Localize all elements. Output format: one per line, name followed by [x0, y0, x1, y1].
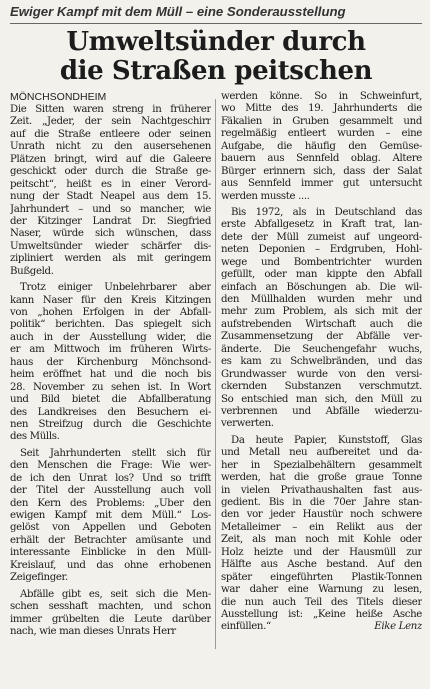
text-line: war daher eine Warnung zu lesen,	[221, 584, 422, 596]
text-line: des Landkreises den Besuchern ei-	[10, 406, 211, 418]
text-line: geschickt oder durch die Straße ge-	[10, 166, 211, 178]
text-line: schen sesshaft machten, und schon	[10, 601, 211, 613]
text-line: Die Sitten waren streng in früherer	[10, 104, 211, 115]
text-line: Abfälle gibt es, seit sich die Men-	[20, 588, 211, 600]
text-line: später eingeführten Plastik-Tonnen	[221, 571, 422, 583]
text-line: änderte. Die Seuchengefahr wuchs,	[221, 343, 422, 355]
text-line: aufstrebenden Wirtschaft auch die	[221, 318, 422, 330]
text-line: Unrath nicht zu den ausersehenen	[10, 141, 211, 153]
text-line: des Mülls.	[10, 431, 60, 443]
text-line: gelöst von Appellen und Geboten	[10, 522, 211, 534]
kicker-rule	[10, 23, 422, 24]
text-line: mehr zum Problem, als sich mit der	[221, 306, 422, 318]
text-line: de ich den Unrat los? Und so trifft	[10, 472, 211, 484]
text-line: Zeigefinger.	[10, 572, 68, 584]
text-line: wo Mitte des 19. Jahrhunderts die	[221, 103, 422, 115]
text-line: aus Sennfeld immer gut untersucht	[221, 178, 422, 190]
article-body	[10, 91, 422, 651]
text-line: haus der Kirchenburg Mönchsond-	[10, 356, 211, 368]
text-line: auch in der Ausstellung wider, die	[10, 331, 211, 343]
text-line: es kam zu Schwelbränden, und das	[221, 356, 422, 368]
text-line: gefüllt, oder man kippte den Abfall	[221, 269, 422, 281]
text-line: dete der Müll zumeist auf ungeord-	[221, 231, 422, 243]
text-line: 28. November zu sehen ist. In Wort	[10, 381, 211, 393]
text-line: die nun auch Teil des Titels dieser	[221, 596, 422, 608]
text-line: Umweltsünder wieder schärfer dis-	[10, 240, 211, 252]
text-line: Metalleimer – ein Relikt aus der	[221, 521, 422, 533]
text-line: bauern aus Sennfeld oblag. Ältere	[221, 153, 422, 165]
text-line: Zusammensetzung der Abfälle ver-	[221, 331, 422, 343]
text-line: Aufgabe, die häufig den Gemüse-	[221, 140, 422, 152]
text-line: nen Streifzug durch die Geschichte	[10, 418, 211, 430]
text-line: Naser, würde sich wünschen, dass	[10, 228, 211, 240]
text-line: wege und Bombentrichter wurden	[221, 256, 422, 268]
text-line: den Müllhalden wurden mehr und	[221, 294, 422, 305]
right-column-lines	[221, 91, 422, 634]
text-line: erste Abfallgesetz in Kraft trat, lan-	[221, 219, 422, 231]
text-line: Jahrhundert – und so mancher, wie	[10, 203, 211, 215]
text-line: den vor jeder Haustür noch schwere	[221, 509, 422, 521]
headline-line-1: Umweltsünder durch	[66, 27, 366, 57]
left-column-lines	[10, 104, 211, 638]
text-line: Holz heizte und der Hausmüll zur	[221, 546, 422, 558]
text-line: Seit Jahrhunderten stellt sich für	[20, 447, 211, 459]
text-line: Fäkalien in Gruben gesammelt und	[221, 115, 422, 127]
text-line: nach, wie man dieses Unrats Herr	[10, 625, 176, 637]
dateline: MÖNCHSONDHEIM	[10, 91, 107, 103]
text-line: immer grübelten die Leute darüber	[10, 613, 211, 625]
text-line: Plätzen bringt, wird auf die Galeere	[10, 153, 211, 165]
left-column	[10, 91, 211, 638]
text-line	[221, 621, 422, 633]
headline	[10, 28, 422, 86]
text-line: Trotz einiger Unbelehrbarer aber	[20, 282, 211, 294]
text-line: der Kitzinger Landrat Dr. Siegfried	[10, 215, 211, 227]
text-line-content: einfüllen.“	[221, 621, 271, 633]
text-line: einfach an Böschungen ab. Die wil-	[221, 281, 422, 293]
text-line: gedient. Bis in die 70er Jahre stan-	[221, 497, 422, 508]
text-line: werden könne. So in Schweinfurt,	[221, 91, 422, 102]
text-line: Bürger erinnern sich, dass der Salat	[221, 165, 422, 177]
column-divider	[215, 99, 216, 649]
author-name: Eike Lenz	[374, 621, 422, 633]
text-line: her in Spezialbehältern gesammelt	[221, 459, 422, 471]
text-line: werden, hat die große graue Tonne	[221, 472, 422, 484]
text-line: Bußgeld.	[10, 265, 54, 277]
text-line: interessante Einblicke in den Müll-	[10, 547, 211, 559]
text-line: ckernden Substanzen verschmutzt.	[221, 381, 422, 393]
text-line: heim eröffnet hat und die noch bis	[10, 369, 211, 381]
text-line: Zeit. „Jeder, der sein Nachtgeschirr	[10, 116, 211, 128]
right-column	[221, 91, 422, 634]
text-line: Hälfte aus Asche bestand. Auf den	[221, 559, 422, 571]
text-line: verwerten.	[221, 418, 274, 430]
text-line: Ausstellung ist: „Keine heiße Asche	[221, 608, 422, 620]
text-line: den Menschen die Frage: Wie wer-	[10, 460, 211, 472]
kicker: Ewiger Kampf mit dem Müll – eine Sonderausstellung	[10, 4, 346, 19]
text-line: von „hohen Erfolgen in der Abfall-	[10, 307, 211, 318]
text-line: Grundwasser wurde von den versi-	[221, 368, 422, 380]
text-line: er am Mittwoch im früheren Wirts-	[10, 344, 211, 356]
text-line: ewigen Kampf mit dem Müll.“ Los-	[10, 510, 211, 521]
text-line: Bis 1972, als in Deutschland das	[231, 206, 422, 218]
text-line: Zeit, als man noch mit Kohle oder	[221, 534, 422, 546]
headline-line-2: die Straßen peitschen	[59, 56, 373, 86]
text-line: werden musste ....	[221, 190, 310, 202]
text-line: Da heute Papier, Kunststoff, Glas	[231, 434, 422, 446]
text-line: und Metall neu aufbereitet und da-	[221, 447, 422, 459]
text-line: politik“ berichten. Das spiegelt sich	[10, 319, 211, 331]
text-line: kann Naser für den Kreis Kitzingen	[10, 294, 211, 306]
text-line: So entschied man sich, den Müll zu	[221, 393, 422, 405]
text-line: nung der Stadt Neapel aus dem 15.	[10, 191, 211, 203]
text-line: Kreislauf, und das ohne erhobenen	[10, 559, 211, 571]
text-line: der Titel der Ausstellung auch voll	[10, 485, 211, 497]
text-line: in vielen Privathaushalten fast aus-	[221, 484, 422, 496]
text-line: auf die Straße entleere oder seinen	[10, 128, 211, 140]
text-line: regelmäßig entleert wurden – eine	[221, 128, 422, 140]
text-line: den Kern des Problems: „Über den	[10, 497, 211, 509]
text-line: zipliniert werden als mit geringem	[10, 253, 211, 265]
text-line: erhält der Betrachter amüsante und	[10, 534, 211, 546]
text-line: neten Deponien – Erdgruben, Hohl-	[221, 244, 422, 256]
text-line: verbrennen und Abfälle wiederzu-	[221, 405, 422, 417]
text-line: und Bild bietet die Abfallberatung	[10, 394, 211, 406]
text-line: peitscht“, heißt es in einer Verord-	[10, 178, 211, 190]
